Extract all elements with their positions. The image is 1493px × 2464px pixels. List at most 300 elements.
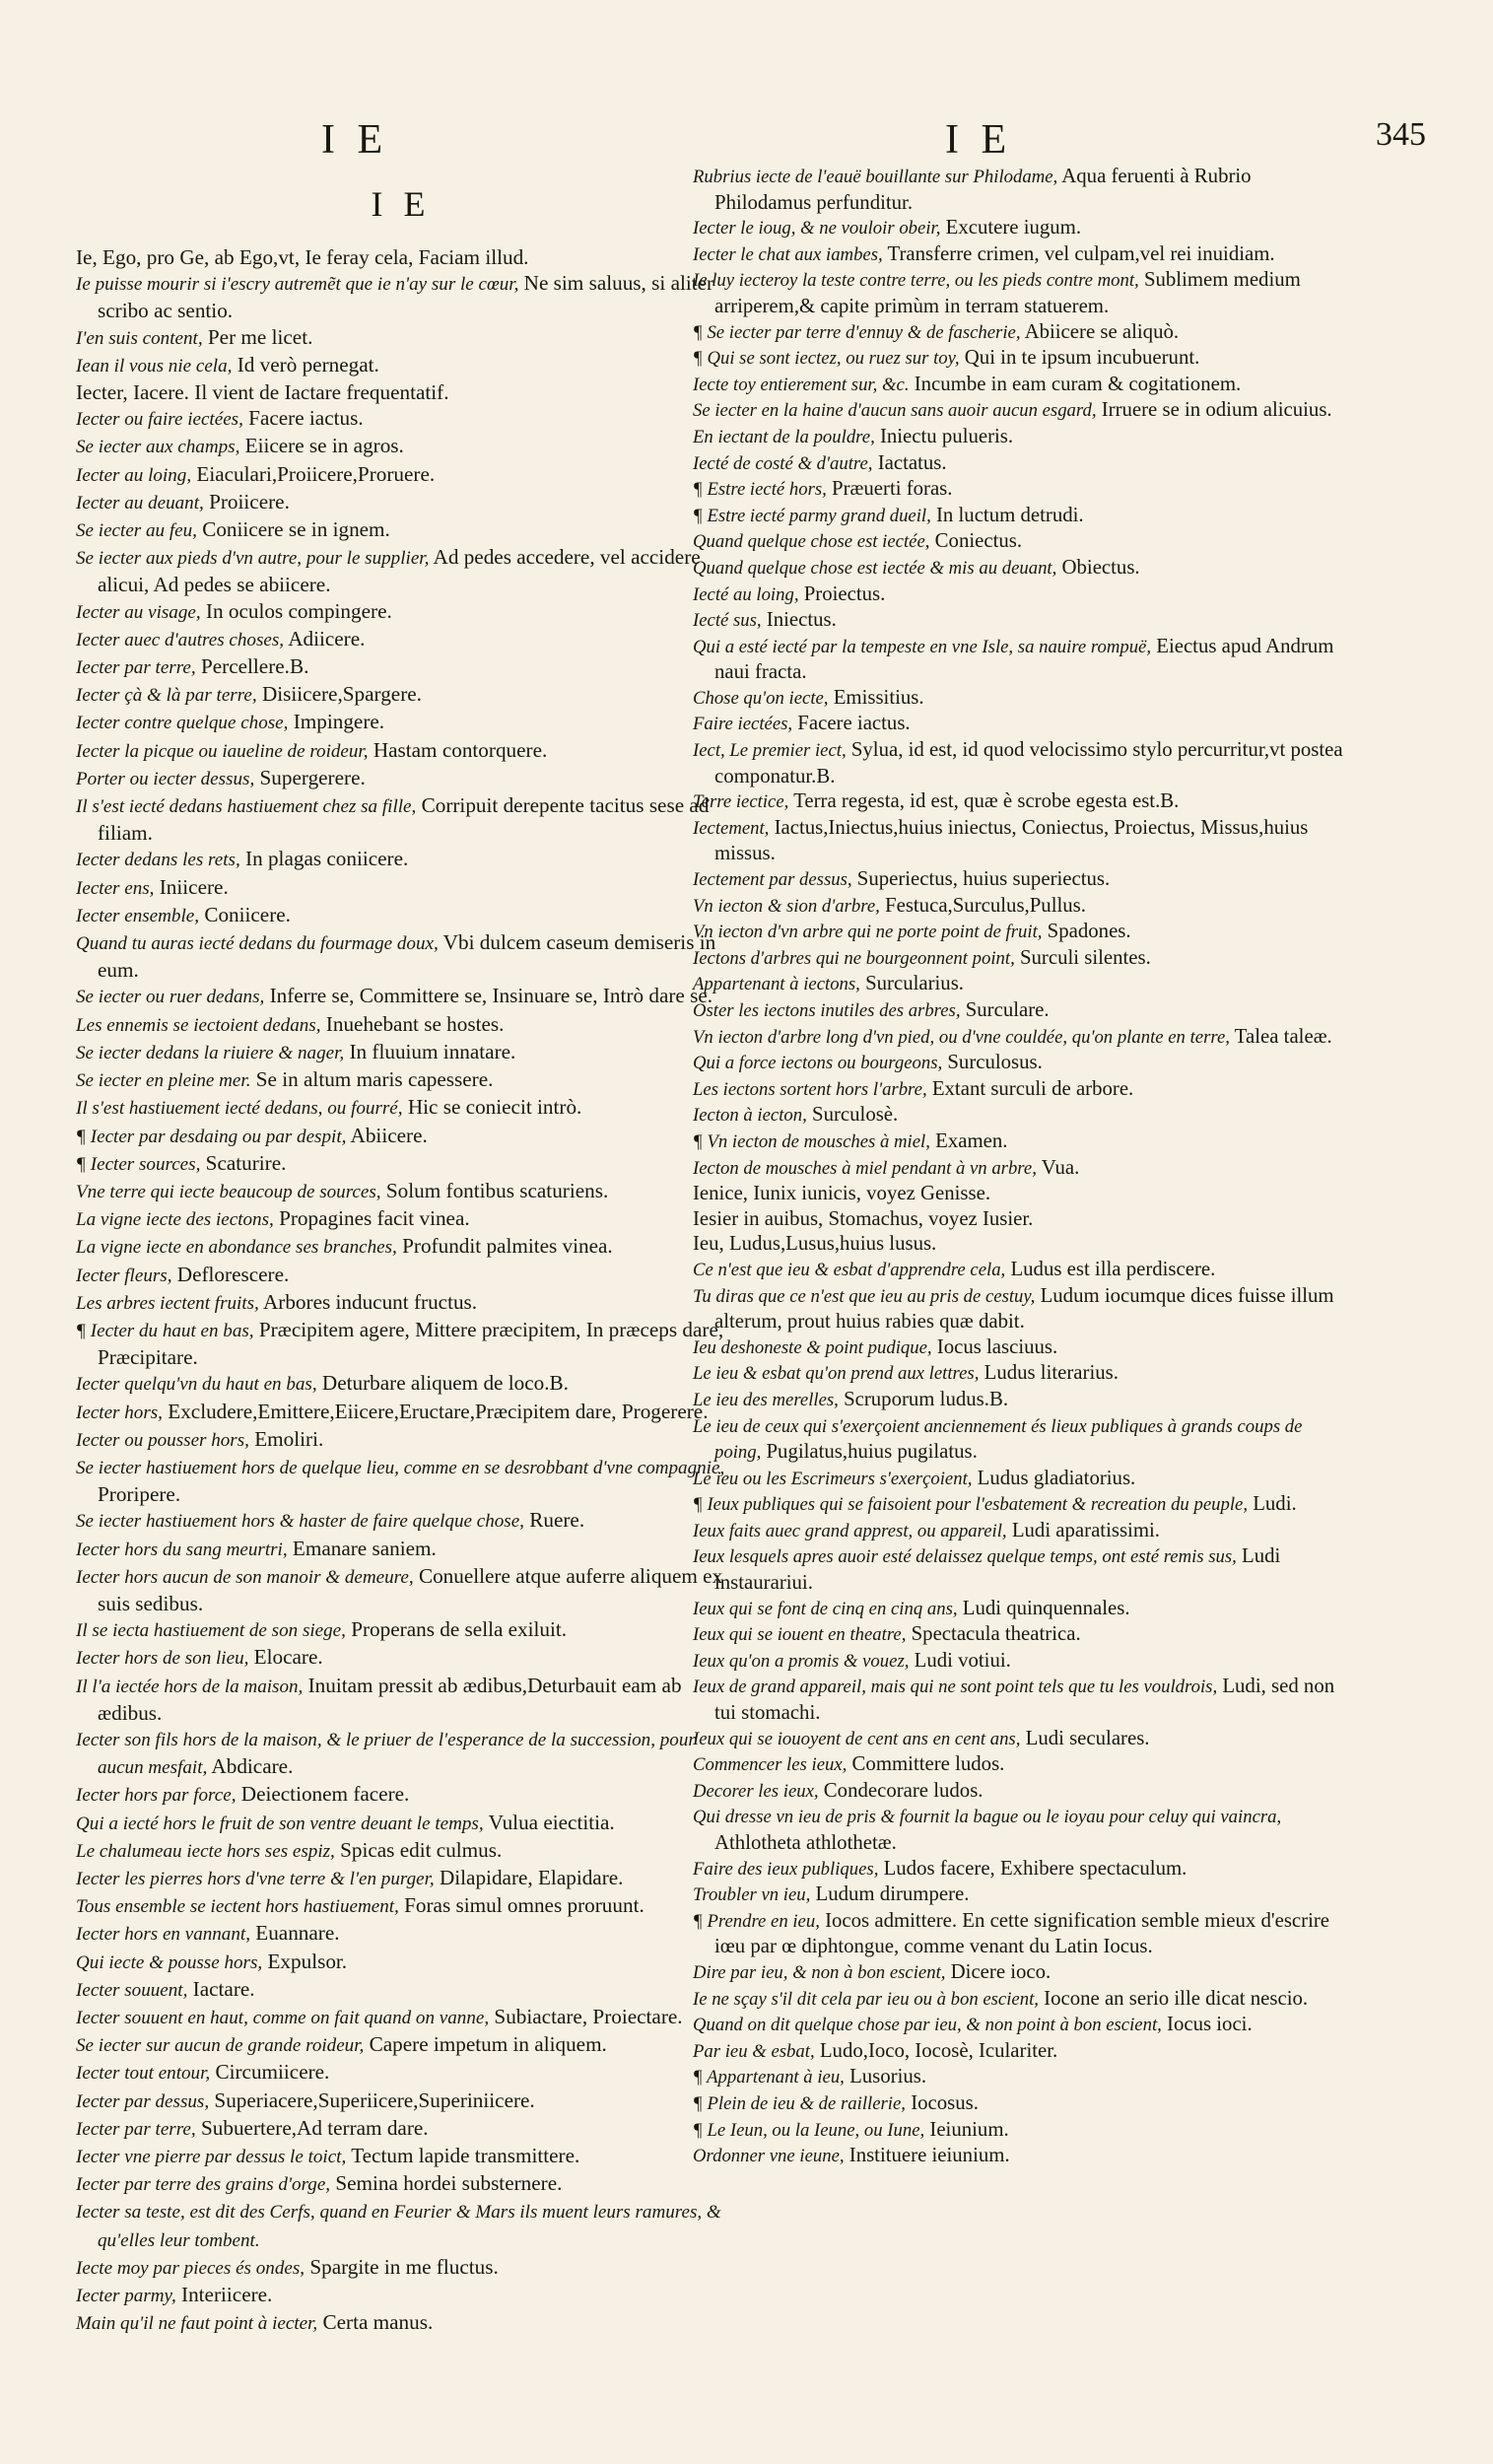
dictionary-entry (76, 2088, 726, 2115)
dictionary-entry (693, 1674, 1343, 1725)
french-phrase: Se iecter au feu, (76, 520, 197, 542)
dictionary-entry (76, 2004, 726, 2031)
french-phrase: ¶ Vn iecton de mousches à miel, (693, 1130, 930, 1152)
dictionary-entry (693, 711, 1343, 737)
french-phrase: La vigne iecte des iectons, (76, 1209, 274, 1231)
french-phrase: Rubrius iecte de l'eauë bouillante sur Philodame, (693, 167, 1058, 187)
dictionary-entry (76, 1399, 726, 1426)
dictionary-entry (693, 1648, 1343, 1675)
french-phrase: Iecter par terre, (76, 657, 196, 679)
dictionary-entry (76, 2170, 726, 2198)
latin-translation: Surculosè. (812, 1103, 899, 1127)
french-phrase: ¶ Iecter du haut en bas, (76, 1320, 254, 1341)
french-phrase: Iecter souuent, (76, 1979, 188, 2001)
dictionary-entry (76, 1536, 726, 1563)
dictionary-entry (76, 1205, 726, 1233)
dictionary-entry (693, 1543, 1343, 1595)
dictionary-entry (76, 983, 726, 1010)
dictionary-entry (76, 270, 726, 323)
latin-translation: Obiectus. (1061, 555, 1140, 579)
latin-translation: Eiectus apud Andrum naui fracta. (714, 634, 1334, 684)
french-phrase: ¶ Plein de ieu & de raillerie, (693, 2092, 906, 2114)
french-phrase: Tous ensemble se iectent hors hastiuement, (76, 1896, 399, 1918)
french-phrase: Quand on dit quelque chose par ieu, & non point à bon escient, (693, 2015, 1162, 2036)
french-phrase: Les ennemis se iectoient dedans, (76, 1014, 321, 1036)
latin-translation: Instituere ieiunium. (848, 2144, 1010, 2167)
latin-translation: Euannare. (255, 1921, 340, 1946)
latin-translation: Proripere. (98, 1482, 181, 1507)
dictionary-entry (693, 1050, 1343, 1076)
dictionary-entry (693, 1024, 1343, 1051)
latin-translation: Abiicere se aliquò. (1024, 319, 1180, 343)
right-column (693, 164, 1343, 2169)
latin-translation: Scruporum ludus.B. (844, 1387, 1009, 1410)
french-phrase: ¶ Estre iecté hors, (693, 479, 827, 501)
dictionary-entry (693, 634, 1343, 685)
latin-translation: In plagas coniicere. (245, 847, 409, 871)
page-number: 345 (1376, 116, 1426, 153)
latin-translation: In oculos compingere. (205, 598, 392, 623)
latin-translation: Ludi votiui. (914, 1648, 1011, 1672)
latin-translation: Surcularius. (865, 972, 965, 995)
latin-translation: Hastam contorquere. (373, 737, 548, 762)
french-phrase: Iecter parmy, (76, 2286, 176, 2307)
french-phrase: Iecter au loing, (76, 464, 192, 486)
latin-translation: Interiicere. (181, 2283, 273, 2307)
dictionary-entry (693, 737, 1343, 788)
latin-translation: Condecorare ludos. (823, 1778, 984, 1802)
dictionary-entry (693, 476, 1343, 503)
dictionary-entry (693, 1491, 1343, 1518)
dictionary-entry (693, 267, 1343, 318)
section-heading: I E (371, 184, 432, 224)
dictionary-entry (693, 788, 1343, 815)
latin-translation: Capere impetum in aliquem. (369, 2032, 607, 2057)
dictionary-entry (76, 1094, 726, 1122)
dictionary-entry (76, 544, 726, 597)
latin-translation: Corripuit derepente tacitus sese ad filiam. (98, 793, 710, 846)
latin-translation: Ludi aparatissimi. (1011, 1518, 1160, 1541)
latin-translation: Deturbare aliquem de loco.B. (321, 1371, 569, 1396)
dictionary-entry (693, 424, 1343, 450)
french-phrase: Vne terre qui iecte beaucoup de sources, (76, 1181, 381, 1202)
dictionary-entry (76, 1039, 726, 1066)
french-phrase: Le ieu de ceux qui s'exerçoient anciennement és lieux publiques à grands coups de poing, (693, 1415, 1303, 1464)
latin-translation: Surculare. (965, 998, 1050, 1021)
latin-translation: Iniectus. (766, 608, 837, 632)
dictionary-entry (76, 1011, 726, 1039)
latin-translation: In fluuium innatare. (349, 1039, 516, 1063)
dictionary-entry (76, 2282, 726, 2309)
latin-translation: Ieiunium. (929, 2117, 1009, 2141)
latin-translation: Ie, Ego, pro Ge, ab Ego,vt, Ie feray cela, Faciam illud. (76, 245, 529, 269)
latin-translation: Ludum dirumpere. (815, 1882, 970, 1906)
dictionary-entry (76, 1150, 726, 1178)
dictionary-entry (76, 1837, 726, 1865)
dictionary-entry (76, 1563, 726, 1616)
latin-translation: Ludo,Ioco, Iocosè, Iculariter. (819, 2038, 1058, 2062)
french-phrase: Iecter les pierres hors d'vne terre & l'en purger, (76, 1868, 435, 1889)
dictionary-entry (76, 461, 726, 489)
right-entry-list (693, 164, 1343, 2169)
french-phrase: Se iecter hastiuement hors & haster de faire quelque chose, (76, 1511, 524, 1533)
latin-translation: Incumbe in eam curam & cogitationem. (914, 372, 1242, 395)
french-phrase: Iecter contre quelque chose, (76, 713, 289, 734)
latin-translation: Iocus ioci. (1167, 2013, 1253, 2036)
dictionary-entry (693, 971, 1343, 997)
french-phrase: La vigne iecte en abondance ses branches, (76, 1237, 397, 1259)
french-phrase: Iecter auec d'autres choses, (76, 629, 285, 650)
latin-translation: Ludi seculares. (1025, 1726, 1150, 1749)
latin-translation: Examen. (935, 1129, 1008, 1152)
french-phrase: Ce n'est que ieu & esbat d'apprendre cela, (693, 1259, 1006, 1280)
latin-translation: Aqua feruenti à Rubrio Philodamus perfunditur. (714, 165, 1252, 214)
latin-translation: Dicere ioco. (950, 1959, 1052, 1983)
dictionary-entry (76, 681, 726, 709)
dictionary-entry (76, 1920, 726, 1948)
dictionary-entry (76, 324, 726, 352)
dictionary-entry (76, 2254, 726, 2282)
french-phrase: Chose qu'on iecte, (693, 687, 829, 709)
latin-translation: Talea taleæ. (1234, 1024, 1332, 1048)
dictionary-entry (693, 528, 1343, 555)
french-phrase: Se iecter ou ruer dedans, (76, 987, 265, 1008)
dictionary-entry (693, 1413, 1343, 1466)
french-phrase: Vn iecton & sion d'arbre, (693, 895, 880, 917)
french-phrase: Iecter tout entour, (76, 2063, 211, 2085)
dictionary-entry (76, 1810, 726, 1837)
french-phrase: Iecter au visage, (76, 601, 201, 623)
dictionary-entry (693, 866, 1343, 893)
dictionary-entry (76, 405, 726, 433)
latin-translation: Hic se coniecit intrò. (407, 1095, 582, 1120)
latin-translation: Ad pedes accedere, vel accidere alicui, Ad pedes se abiicere. (98, 545, 701, 597)
latin-translation: Tectum lapide transmittere. (351, 2144, 580, 2168)
dictionary-entry (693, 2012, 1343, 2038)
latin-translation: Emissitius. (833, 685, 924, 709)
french-phrase: Ieux faits auec grand apprest, ou appareil, (693, 1520, 1007, 1541)
latin-translation: Conuellere atque auferre aliquem ex suis sedibus. (98, 1563, 723, 1615)
french-phrase: Iean il vous nie cela, (76, 355, 233, 376)
french-phrase: Iecter fleurs, (76, 1265, 172, 1286)
latin-translation: Expulsor. (267, 1949, 348, 1973)
french-phrase: Qui dresse vn ieu de pris & fournit la bague ou le ioyau pour celuy qui vaincra, (693, 1807, 1282, 1828)
latin-translation: Spadones. (1047, 920, 1131, 943)
french-phrase: Iecter vne pierre par dessus le toict, (76, 2147, 347, 2168)
latin-translation: Semina hordei substernere. (335, 2171, 563, 2196)
latin-translation: Subuertere,Ad terram dare. (200, 2115, 429, 2140)
french-phrase: Le ieu & esbat qu'on prend aux lettres, (693, 1363, 980, 1385)
dictionary-entry (693, 1751, 1343, 1778)
latin-translation: Transferre crimen, vel culpam,vel rei inuidiam. (887, 241, 1275, 265)
dictionary-entry (693, 1518, 1343, 1544)
french-phrase: Faire iectées, (693, 714, 793, 735)
latin-translation: Percellere.B. (200, 654, 309, 679)
dictionary-entry (693, 1726, 1343, 1752)
french-phrase: Iecter hors par force, (76, 1785, 237, 1807)
french-phrase: Iecter par terre des grains d'orge, (76, 2174, 331, 2196)
french-phrase: Iecté sus, (693, 610, 762, 632)
french-phrase: ¶ Se iecter par terre d'ennuy & de fascherie, (693, 321, 1021, 343)
french-phrase: En iectant de la pouldre, (693, 426, 875, 447)
dictionary-entry (693, 2143, 1343, 2169)
latin-translation: Arbores inducunt fructus. (262, 1289, 478, 1314)
latin-translation: Festuca,Surculus,Pullus. (885, 893, 1086, 917)
dictionary-entry (76, 1507, 726, 1535)
latin-translation: Certa manus. (322, 2310, 434, 2335)
french-phrase: ¶ Prendre en ieu, (693, 1910, 820, 1932)
french-phrase: Ieux qui se font de cinq en cinq ans, (693, 1598, 958, 1619)
french-phrase: Quand quelque chose est iectée & mis au deuant, (693, 557, 1057, 579)
french-phrase: Iecter sa teste, est dit des Cerfs, quand en Feurier & Mars ils muent leurs ramures, & qu'elles leur tombent. (76, 2202, 721, 2251)
dictionary-entry (76, 1123, 726, 1150)
dictionary-entry (693, 345, 1343, 372)
latin-translation: Superiacere,Superiicere,Superiniicere. (214, 2088, 535, 2112)
latin-translation: Supergerere. (259, 765, 366, 789)
dictionary-entry (693, 1206, 1343, 1232)
dictionary-entry (76, 1233, 726, 1261)
french-phrase: Iecte toy entierement sur, &c. (693, 374, 910, 395)
french-phrase: Appartenant à iectons, (693, 974, 860, 995)
latin-translation: Solum fontibus scaturiens. (385, 1178, 609, 1202)
latin-translation: Iocus lasciuus. (936, 1335, 1058, 1358)
latin-translation: Sylua, id est, id quod velocissimo stylo percurritur,vt postea componatur.B. (714, 738, 1343, 787)
latin-translation: Vulua eiectitia. (488, 1810, 615, 1834)
dictionary-entry (693, 2038, 1343, 2065)
dictionary-entry (76, 352, 726, 379)
latin-translation: Eiicere se in agros. (244, 434, 404, 458)
latin-translation: Spargite in me fluctus. (309, 2254, 499, 2279)
french-phrase: Iecter çà & là par terre, (76, 685, 257, 707)
latin-translation: Properans de sella exiluit. (351, 1617, 568, 1642)
latin-translation: Extant surculi de arbore. (931, 1076, 1134, 1100)
dictionary-entry (76, 653, 726, 681)
latin-translation: Ludus literarius. (984, 1361, 1119, 1385)
latin-translation: Lusorius. (849, 2065, 927, 2088)
latin-translation: Terra regesta, id est, quæ è scrobe egesta est.B. (793, 789, 1180, 813)
dictionary-entry (693, 1387, 1343, 1413)
french-phrase: Ie puisse mourir si i'escry autremẽt que ie n'ay sur le cœur, (76, 274, 519, 296)
latin-translation: Ludi quinquennales. (962, 1596, 1130, 1619)
french-phrase: Le ieu des merelles, (693, 1389, 839, 1410)
dictionary-entry (76, 2115, 726, 2143)
latin-translation: Iniectu pulueris. (879, 424, 1014, 447)
dictionary-entry (76, 1865, 726, 1892)
french-phrase: Se iecter hastiuement hors de quelque lieu, comme en se desrobbant d'vne compagnie, (76, 1457, 725, 1478)
latin-translation: Emoliri. (254, 1426, 324, 1451)
french-phrase: Qui a esté iecté par la tempeste en vne Isle, sa nauire rompuë, (693, 636, 1152, 657)
dictionary-entry (76, 709, 726, 736)
dictionary-entry (76, 1262, 726, 1289)
latin-translation: Iniicere. (159, 874, 229, 899)
dictionary-entry (76, 1726, 726, 1781)
dictionary-entry (76, 1317, 726, 1370)
dictionary-entry (693, 2064, 1343, 2090)
latin-translation: Facere iactus. (797, 712, 911, 735)
dictionary-entry (76, 1976, 726, 2004)
french-phrase: Ieux qu'on a promis & vouez, (693, 1650, 910, 1672)
latin-translation: Inferre se, Committere se, Insinuare se, Intrò dare se. (269, 984, 713, 1008)
latin-translation: Dilapidare, Elapidare. (439, 1865, 624, 1889)
dictionary-entry (76, 1289, 726, 1317)
french-phrase: Iecter le ioug, & ne vouloir obeir, (693, 218, 941, 240)
latin-translation: Coniicere. (204, 902, 291, 926)
french-phrase: Ordonner vne ieune, (693, 2146, 845, 2167)
latin-translation: Ludus gladiatorius. (977, 1466, 1136, 1489)
dictionary-entry (693, 397, 1343, 424)
dictionary-entry (76, 929, 726, 983)
latin-translation: In luctum detrudi. (936, 503, 1084, 526)
french-phrase: Iecter hors du sang meurtri, (76, 1539, 288, 1560)
latin-translation: Ludos facere, Exhibere spectaculum. (883, 1856, 1188, 1880)
latin-translation: Ludi instaurariui. (714, 1544, 1281, 1595)
french-phrase: Oster les iectons inutiles des arbres, (693, 1000, 961, 1021)
latin-translation: Ruere. (529, 1508, 585, 1533)
latin-translation: Iocosus. (911, 2090, 979, 2114)
french-phrase: Il s'est iecté dedans hastiuement chez sa fille, (76, 796, 417, 818)
dictionary-entry (693, 919, 1343, 945)
latin-translation: Ludus est illa perdiscere. (1010, 1257, 1216, 1280)
latin-translation: Sublimem medium arriperem,& capite primùm in terram statuerem. (714, 268, 1301, 317)
french-phrase: Ieux de grand appareil, mais qui ne sont point tels que tu les vouldrois, (693, 1677, 1218, 1698)
french-phrase: Iecter la picque ou iaueline de roideur, (76, 740, 369, 762)
latin-translation: Præcipitem agere, Mittere præcipitem, In præceps dare, Præcipitare. (98, 1317, 724, 1370)
dictionary-entry (693, 1959, 1343, 1986)
latin-translation: Propagines facit vinea. (279, 1206, 470, 1231)
dictionary-entry (76, 598, 726, 626)
french-phrase: Iecter ou faire iectées, (76, 409, 243, 431)
french-phrase: ¶ Qui se sont iectez, ou ruez sur toy, (693, 348, 960, 370)
french-phrase: ¶ Appartenant à ieu, (693, 2067, 845, 2088)
latin-translation: Elocare. (253, 1645, 323, 1670)
dictionary-entry (693, 1596, 1343, 1622)
french-phrase: ¶ Estre iecté parmy grand dueil, (693, 505, 931, 526)
left-running-head: I E (321, 117, 389, 163)
dictionary-entry (693, 2117, 1343, 2144)
french-phrase: Iecton de mousches à miel pendant à vn arbre, (693, 1157, 1037, 1179)
latin-translation: Proiectus. (803, 582, 886, 605)
latin-translation: Excutere iugum. (945, 216, 1082, 240)
dictionary-entry (693, 815, 1343, 866)
latin-translation: Coniicere se in ignem. (202, 517, 390, 542)
dictionary-entry (76, 792, 726, 846)
french-phrase: Quand tu auras iecté dedans du fourmage doux, (76, 933, 439, 955)
dictionary-entry (693, 685, 1343, 712)
dictionary-entry (693, 1908, 1343, 1959)
latin-translation: Iocos admittere. En cette signification semble mieux d'escrire iœu par œ diphtongue, comme venant du Latin Iocus. (714, 1908, 1330, 1958)
dictionary-entry (693, 1778, 1343, 1805)
french-phrase: Iecter son fils hors de la maison, & le priuer de l'esperance de la succession, pour aucun mesfait, (76, 1729, 696, 1779)
french-phrase: Iectement par dessus, (693, 869, 852, 891)
dictionary-entry (76, 2031, 726, 2059)
latin-translation: Profundit palmites vinea. (402, 1234, 613, 1259)
latin-translation: Se in altum maris capessere. (255, 1067, 494, 1092)
french-phrase: Iecter ens, (76, 877, 155, 899)
french-phrase: Iecter au deuant, (76, 492, 204, 513)
french-phrase: Dire par ieu, & non à bon escient, (693, 1961, 946, 1983)
latin-translation: Facere iactus. (248, 406, 364, 431)
french-phrase: Ieux qui se iouoyent de cent ans en cent ans, (693, 1728, 1021, 1749)
french-phrase: Iecter hors en vannant, (76, 1924, 250, 1946)
left-column (76, 166, 726, 2337)
dictionary-entry (76, 379, 726, 405)
dictionary-entry (693, 1231, 1343, 1257)
french-phrase: Se iecter aux pieds d'vn autre, pour le supplier, (76, 548, 430, 570)
dictionary-entry (76, 516, 726, 544)
left-entry-list (76, 244, 726, 2337)
french-phrase: Ie ne sçay s'il dit cela par ieu ou à bon escient, (693, 1988, 1039, 2010)
latin-translation: Surculi silentes. (1019, 945, 1151, 969)
dictionary-entry (76, 765, 726, 792)
dictionary-entry (76, 846, 726, 873)
latin-translation: Id verò pernegat. (237, 352, 379, 376)
french-phrase: Iecter hors, (76, 1402, 163, 1423)
dictionary-entry (76, 1892, 726, 1920)
french-phrase: Quand quelque chose est iectée, (693, 531, 930, 553)
dictionary-entry (693, 1076, 1343, 1103)
latin-translation: Deiectionem facere. (240, 1782, 410, 1807)
latin-translation: Adiicere. (288, 626, 366, 650)
dictionary-entry (76, 2059, 726, 2087)
latin-translation: Vbi dulcem caseum demiseris in eum. (98, 930, 716, 983)
french-phrase: ¶ Ieux publiques qui se faisoient pour l'esbatement & recreation du peuple, (693, 1494, 1248, 1516)
latin-translation: Subiactare, Proiectare. (494, 2005, 683, 2028)
dictionary-entry (693, 555, 1343, 582)
french-phrase: ¶ Le Ieun, ou la Ieune, ou Iune, (693, 2119, 925, 2141)
french-phrase: Il l'a iectée hors de la maison, (76, 1676, 304, 1697)
french-phrase: I'en suis content, (76, 327, 203, 349)
french-phrase: Se iecter en pleine mer. (76, 1070, 251, 1092)
french-phrase: Iecton à iecton, (693, 1105, 807, 1127)
dictionary-entry (76, 489, 726, 516)
latin-translation: Abdicare. (211, 1754, 294, 1779)
latin-translation: Emanare saniem. (292, 1536, 437, 1560)
latin-translation: Iactatus. (877, 450, 947, 474)
dictionary-entry (693, 582, 1343, 608)
french-phrase: Le chalumeau iecte hors ses espiz, (76, 1840, 335, 1862)
latin-translation: Irruere se in odium alicuius. (1101, 398, 1332, 422)
dictionary-entry (693, 1181, 1343, 1206)
dictionary-entry (693, 450, 1343, 477)
dictionary-entry (693, 241, 1343, 268)
french-phrase: Qui iecte & pousse hors, (76, 1951, 263, 1973)
french-phrase: Iectons d'arbres qui ne bourgeonnent point, (693, 947, 1015, 969)
french-phrase: Tu diras que ce n'est que ieu au pris de cestuy, (693, 1285, 1036, 1307)
latin-translation: Per me licet. (207, 324, 313, 349)
french-phrase: Qui a force iectons ou bourgeons, (693, 1053, 943, 1074)
dictionary-entry (693, 319, 1343, 346)
french-phrase: Les arbres iectent fruits, (76, 1292, 259, 1314)
dictionary-entry (76, 737, 726, 765)
latin-translation: Iecter, Iacere. Il vient de Iactare frequentatif. (76, 380, 449, 405)
french-phrase: Il s'est hastiuement iecté dedans, ou fourré, (76, 1098, 403, 1120)
french-phrase: Iecter ensemble, (76, 905, 200, 926)
french-phrase: Se iecter sur aucun de grande roideur, (76, 2035, 365, 2057)
latin-translation: Proiicere. (209, 489, 290, 513)
french-phrase: Ie luy iecteroy la teste contre terre, ou les pieds contre mont, (693, 270, 1139, 292)
latin-translation: Inuitam pressit ab ædibus,Deturbauit eam ab ædibus. (98, 1673, 682, 1725)
latin-translation: Superiectus, huius superiectus. (856, 867, 1111, 891)
latin-translation: Pugilatus,huius pugilatus. (766, 1440, 978, 1464)
dictionary-entry (76, 1673, 726, 1726)
dictionary-entry (76, 2198, 726, 2253)
dictionary-entry (76, 1178, 726, 1205)
french-phrase: Iect, Le premier iect, (693, 740, 847, 762)
french-phrase: Iecté au loing, (693, 583, 799, 605)
dictionary-entry (76, 1616, 726, 1644)
dictionary-entry (693, 893, 1343, 920)
latin-translation: Scaturire. (205, 1150, 287, 1175)
